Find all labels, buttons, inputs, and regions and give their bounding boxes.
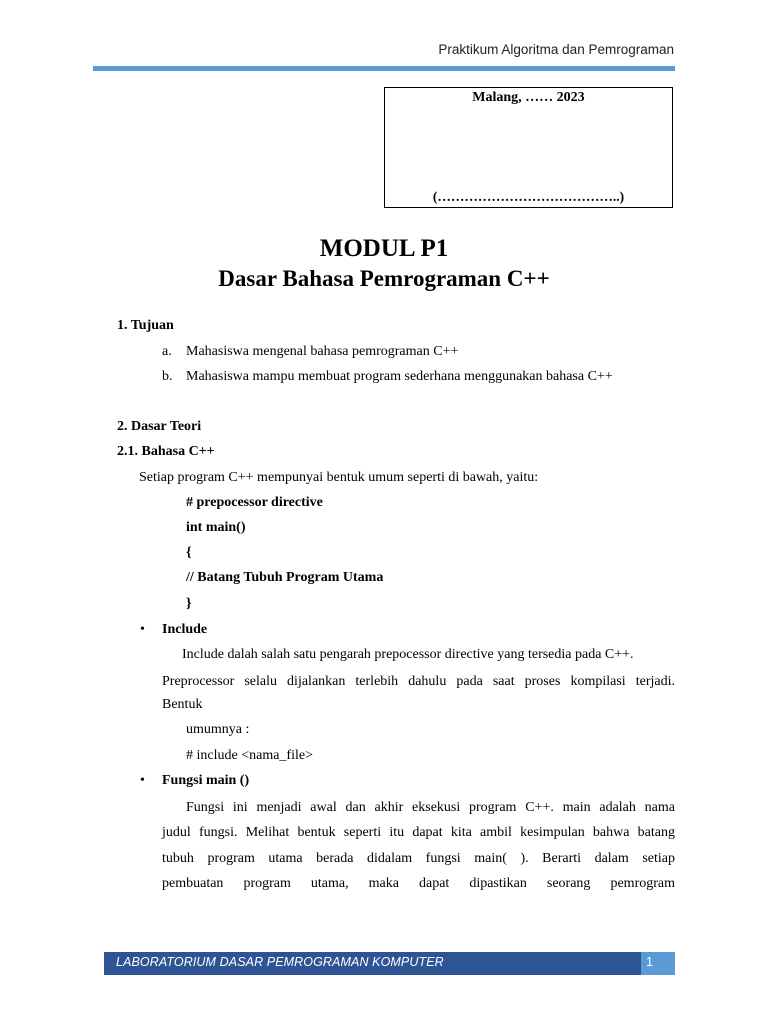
list-item: Mahasiswa mengenal bahasa pemrograman C++	[186, 344, 459, 359]
module-subtitle: Dasar Bahasa Pemrograman C++	[218, 266, 550, 291]
code-line: }	[186, 596, 192, 611]
subsection-heading-bahasa-cpp: 2.1. Bahasa C++	[117, 444, 215, 459]
paragraph-line: Bentuk	[162, 697, 203, 712]
bullet-title-include: Include	[162, 622, 208, 637]
section-heading-dasar-teori: 2. Dasar Teori	[117, 419, 202, 434]
bullet-icon: •	[140, 622, 145, 637]
code-line: {	[186, 545, 192, 560]
paragraph-line: Preprocessor selalu dijalankan terlebih dahulu pada saat proses kompilasi terjadi.	[162, 674, 675, 689]
paragraph-line: judul fungsi. Melihat bentuk seperti itu dapat kita ambil kesimpulan bahwa batang	[162, 825, 675, 840]
list-item: Mahasiswa mampu membuat program sederhana menggunakan bahasa C++	[186, 369, 613, 384]
form-label: umumnya :	[186, 722, 250, 737]
list-marker: a.	[162, 344, 172, 359]
paragraph-line: Fungsi ini menjadi awal dan akhir eksekusi program C++. main adalah nama	[186, 800, 675, 815]
form-code: # include <nama_file>	[186, 748, 313, 763]
page-header-title: Praktikum Algoritma dan Pemrograman	[438, 42, 674, 57]
code-line: int main()	[186, 520, 246, 535]
intro-paragraph: Setiap program C++ mempunyai bentuk umum seperti di bawah, yaitu:	[139, 470, 539, 485]
signature-box	[384, 87, 673, 208]
footer-lab-name: LABORATORIUM DASAR PEMROGRAMAN KOMPUTER	[116, 955, 444, 969]
bullet-title-fungsi-main: Fungsi main ()	[162, 773, 250, 788]
list-marker: b.	[162, 369, 173, 384]
signature-line: (…………………………………..)	[432, 189, 625, 204]
module-title: MODUL P1	[319, 235, 449, 262]
code-line: // Batang Tubuh Program Utama	[186, 570, 384, 585]
bullet-icon: •	[140, 773, 145, 788]
page-number: 1	[646, 955, 653, 969]
paragraph-line: tubuh program utama berada didalam fungsi main( ). Berarti dalam setiap	[162, 851, 675, 866]
code-line: # prepocessor directive	[186, 495, 323, 510]
paragraph-line: pembuatan program utama, maka dapat dipastikan seorang pemrogram	[162, 876, 675, 891]
paragraph-line: Include dalah salah satu pengarah prepocessor directive yang tersedia pada C++.	[182, 647, 634, 662]
header-divider	[93, 66, 675, 71]
footer-bar	[104, 952, 675, 975]
section-heading-tujuan: 1. Tujuan	[117, 318, 174, 333]
signature-date: Malang, …… 2023	[472, 90, 585, 105]
